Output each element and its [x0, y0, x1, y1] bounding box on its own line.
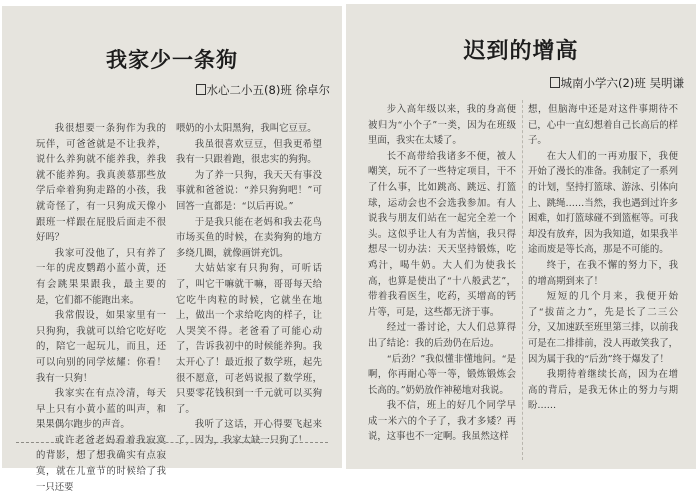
left-article-column-1: [36, 121, 166, 493]
left-article-page: [2, 6, 342, 493]
paragraph: 步入高年级以来，我的身高便被归为“小个子”一类，因为在班级里面，我实在太矮了。: [368, 104, 516, 147]
paragraph: 经过一番讨论，大人们总算得出了结论：我的后劲仍在后边。: [368, 322, 516, 349]
paragraph: 终于，在我不懈的努力下，我的增高期到来了！: [528, 259, 678, 287]
checkbox-icon: [196, 84, 206, 95]
paragraph: 为了养一只狗，我天天有事没事就和爸爸说：“养只狗狗吧！”可回答一直都是：“以后再说。”: [176, 169, 322, 212]
footer-divider: [16, 442, 328, 443]
paragraph: 我家可没他了，只有养了一年的虎皮鹦鹉小蓝小黄，还有会跳果果跟我，最主要的是，它们都不能跑出来。: [36, 247, 166, 306]
paragraph: 我很想要一条狗作为我的玩伴，可爸爸就是不让我养，说什么养狗就不能养我，养我就不能养狗。我真羡慕那些放学后牵着狗狗走路的小孩，我就奇怪了，有一只狗成天像小跟班一样跟在屁股后面走不很好吗？: [36, 123, 166, 244]
paragraph: 我听了这话，开心得要飞起来了，因为，我家太缺一只狗了！: [176, 419, 322, 446]
paragraph: 我家实在有点冷清，每天早上只有小黄小蓝的叫声，和果果偶尔跑步的声音。: [36, 388, 166, 431]
paragraph: 大姑姑家有只狗狗，可听话了，叫它干嘛就干嘛，哥哥每天给它吃牛肉粒的时候，它就坐在地上，做出一个求给吃肉的样子，让人哭笑不得。老爸看了可能心动了，告诉我初中的时候能养狗。我太开心了！最近报了数学班，起先很不愿意，可老妈说报了数学班，只要零花钱积到一千元就可以买狗了。: [176, 263, 322, 415]
paragraph: 长不高带给我诸多不便，被人嘲笑，玩不了一些特定项目，干不了什么事，比如跳高、跳远、打篮球，运动会也不会选我参加。有人说我与朋友们站在一起完全差一个头。这似乎让人有为苦恼，我只得想尽一切办法：天天坚持锻炼，吃鸡汁，喝牛奶。大人们为使我长高，也算是使出了“十八般武艺”，带着我看医生，吃药，买增高的钙片等，可是，这些都无济于事。: [368, 150, 516, 318]
checkbox-icon: [550, 77, 560, 88]
left-article-author: 水心二小五(8)班 徐卓尔: [206, 83, 330, 97]
paragraph: 短短的几个月来，我便开始了“拔苗之力”，先是长了二三公分，又加速跃至班里第三排，以前我可是在二排排前，没人再敢笑我了，因为属于我的“后劲”终于爆发了！: [528, 291, 679, 365]
right-article-title: 迟到的增高: [463, 39, 579, 64]
right-article-author: 城南小学六(2)班 吴明谦: [560, 76, 684, 90]
paragraph: 想，但脑海中还是对这件事期待不已，心中一直幻想着自己长高后的样子。: [528, 104, 679, 147]
paragraph: 我常假设，如果家里有一只狗狗，我就可以给它吃好吃的，陪它一起玩儿，而且，还可以向别的同学炫耀：你看！我有一只狗！: [36, 310, 166, 384]
right-article-byline: [550, 75, 684, 91]
right-article-column-1: [368, 102, 516, 462]
paragraph: 我不信，班上的好几个同学早成一米六的个子了，我才多矮？再说，这事也不一定啊。我虽然这样: [368, 400, 516, 443]
paragraph: 我虽很喜欢豆豆，但我更希望我有一只跟着跑，很忠实的狗狗。: [176, 138, 322, 166]
right-article-column-2: [528, 102, 678, 462]
right-article-page: [346, 4, 696, 469]
left-article-byline: [196, 82, 330, 98]
paragraph: 喂奶的小太阳黑狗，我叫它豆豆。: [176, 123, 317, 134]
paragraph: 在大人们的一再劝服下，我便开始了漫长的准备。我制定了一系列的计划，坚持打篮球、游泳、引体向上、跳绳……当然，我也遇到过许多困难，如打篮球碰不到篮框等。可我却没有放弃，因为我知道，如果我半途而废是等长高，那是不可能的。: [528, 150, 679, 256]
left-article-title: 我家少一条狗: [106, 48, 238, 72]
column-divider: [522, 100, 523, 460]
paragraph: 我期待着继续长高，因为在增高的背后，是我无休止的努力与期盼……: [528, 369, 678, 412]
left-article-column-2: [176, 121, 322, 446]
paragraph: 或许老爸老妈看着我寂寞的背影，想了想我确实有点寂寞，就在儿童节的时候给了我一只还要: [36, 434, 166, 493]
paragraph: 于是我只能在老妈和我去花鸟市场买鱼的时候，在卖狗狗的地方多绕几圈，就像画饼充饥。: [176, 216, 322, 259]
paragraph: “后劲？”我似懂非懂地问。“是啊，你再耐心等一等，锻炼锻炼会长高的。”奶奶放作神秘地对我说。: [368, 353, 516, 396]
